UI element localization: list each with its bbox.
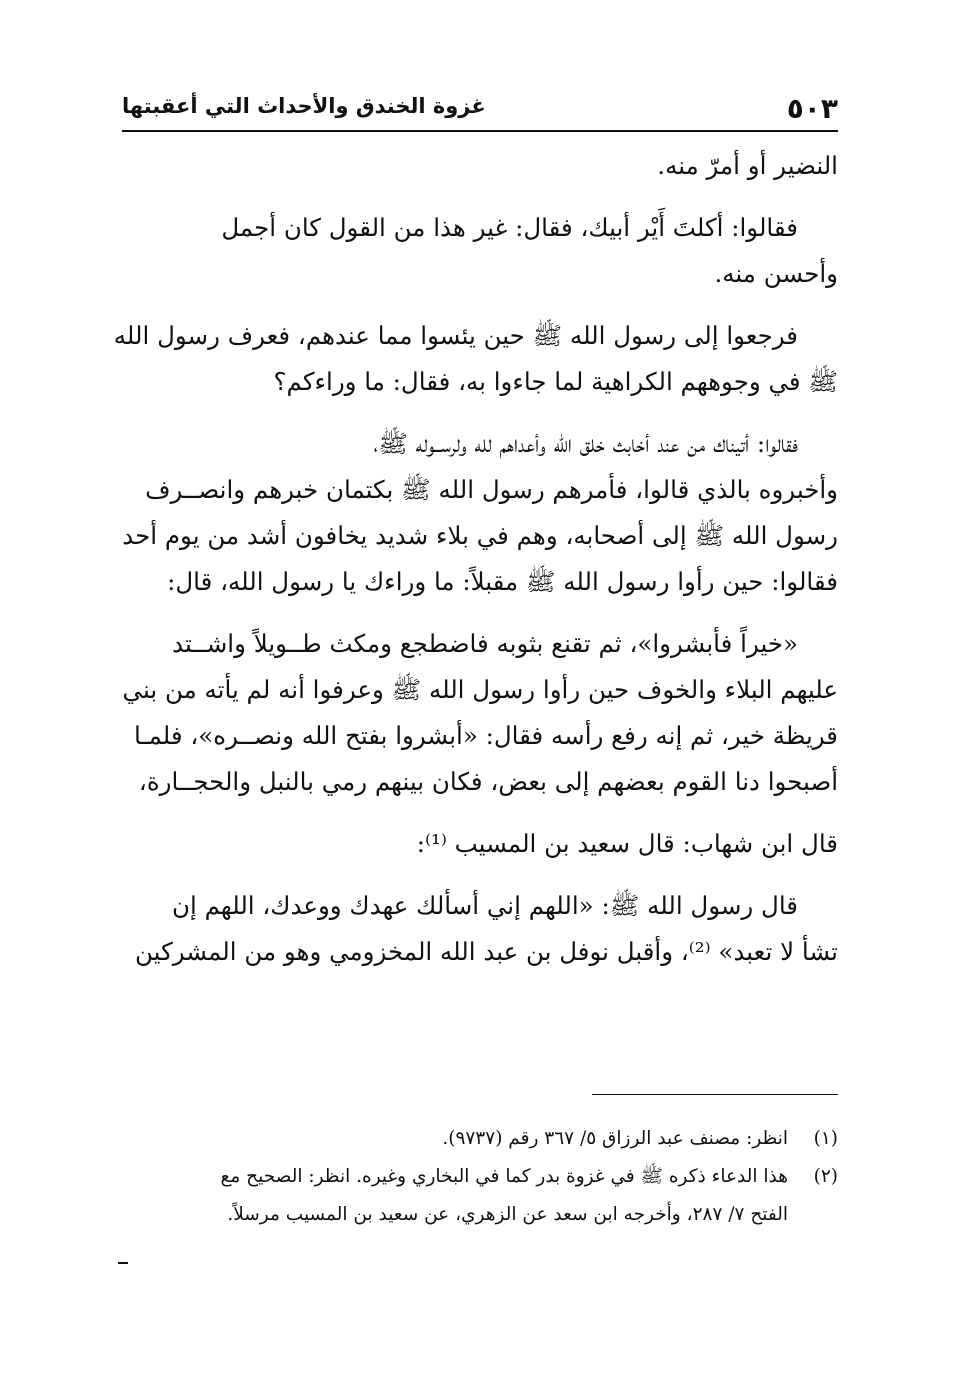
footnote-number: (٢): [813, 1166, 838, 1187]
text-line: فقالوا: أكلتَ أَيْر أبيك، فقال: غير هذا من القول كان أجمل: [221, 213, 798, 242]
main-text: [113, 143, 838, 991]
footnote-separator: [592, 1094, 838, 1095]
footnote-number: (١): [813, 1128, 838, 1149]
paragraph: [122, 821, 838, 867]
text-line: رسول الله ﷺ إلى أصحابه، وهم في بلاء شديد يخافون أشد من يوم أحد: [122, 521, 838, 550]
text-line: أصبحوا دنا القوم بعضهم إلى بعض، فكان بينهم رمي بالنبل والحجــارة،: [138, 767, 838, 796]
footnote-text: [122, 1158, 788, 1234]
text-line: عليهم البلاء والخوف حين رأوا رسول الله ﷺ وعرفوا أنه لم يأته من بني: [122, 675, 838, 704]
paragraph: [122, 205, 838, 297]
text-line: وأخبروه بالذي قالوا، فأمرهم رسول الله ﷺ بكتمان خبرهم وانصــرف: [145, 475, 838, 504]
paragraph: [122, 421, 838, 605]
paragraph: [113, 313, 838, 405]
paragraph: [122, 883, 838, 975]
end-mark: [118, 1262, 128, 1264]
paragraph: [122, 621, 838, 805]
paragraph: [122, 143, 838, 189]
footnotes: [122, 1120, 838, 1234]
text-line: فقالوا: أتيناك من عند أخابث خلق الله وأعداهم لله ولرســوله ﷺ،: [373, 429, 798, 458]
text-line: انظر: مصنف عبد الرزاق ٥/ ٣٦٧ رقم (٩٧٣٧).: [442, 1128, 788, 1149]
text-line: ﷺ في وجوههم الكراهية لما جاءوا به، فقال: ما وراءكم؟: [273, 367, 838, 396]
footnote: [122, 1120, 838, 1158]
text-line: قال رسول الله ﷺ: «اللهم إني أسألك عهدك ووعدك، اللهم إن: [172, 891, 798, 920]
page-number: ٥٠٣: [786, 92, 838, 125]
text-line: قال ابن شهاب: قال سعيد بن المسيب ⁽¹⁾:: [416, 829, 838, 858]
text-line: تشأ لا تعبد» ⁽²⁾، وأقبل نوفل بن عبد الله المخزومي وهو من المشركين: [135, 937, 838, 966]
text-line: فرجعوا إلى رسول الله ﷺ حين يئسوا مما عندهم، فعرف رسول الله: [113, 321, 798, 350]
text-line: قريظة خير، ثم إنه رفع رأسه فقال: «أبشروا بفتح الله ونصــره»، فلمـا: [133, 721, 838, 750]
page-header: [122, 90, 838, 128]
footnote-text: [122, 1120, 788, 1158]
footnote: [122, 1158, 838, 1234]
text-line: هذا الدعاء ذكره ﷺ في غزوة بدر كما في البخاري وغيره. انظر: الصحيح مع: [220, 1166, 788, 1187]
running-title: غزوة الخندق والأحداث التي أعقبتها: [122, 94, 486, 118]
text-line: النضير أو أمرّ منه.: [657, 151, 838, 180]
text-line: وأحسن منه.: [714, 259, 838, 288]
text-line: الفتح ٧/ ٢٨٧، وأخرجه ابن سعد عن الزهري، عن سعيد بن المسيب مرسلاً.: [227, 1204, 788, 1225]
header-rule: [122, 130, 838, 132]
text-line: «خيراً فأبشروا»، ثم تقنع بثوبه فاضطجع ومكث طــويلاً واشــتد: [172, 629, 798, 658]
text-line: فقالوا: حين رأوا رسول الله ﷺ مقبلاً: ما وراءك يا رسول الله، قال:: [167, 567, 838, 596]
